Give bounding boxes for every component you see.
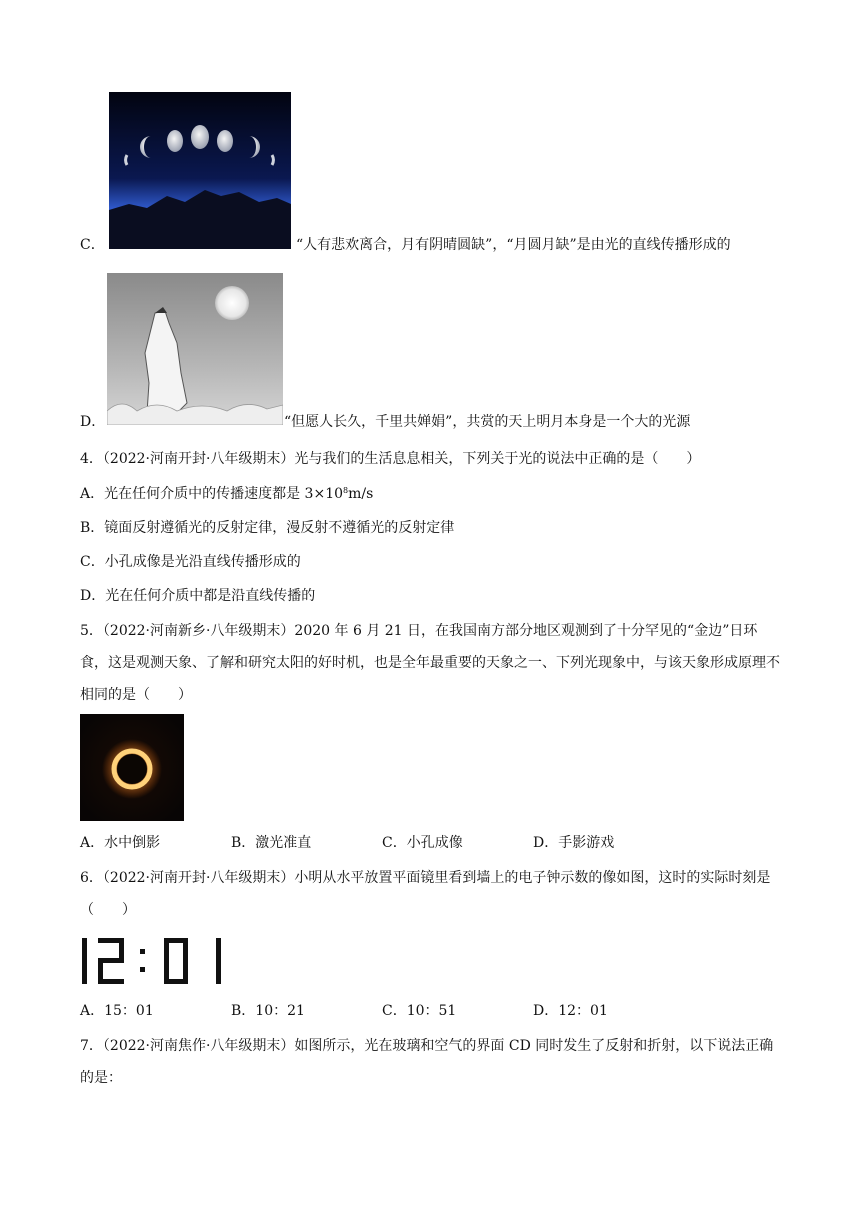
q4-option-c: C．小孔成像是光沿直线传播形成的 (80, 554, 301, 570)
q6-option-d: D．12：01 (533, 1003, 608, 1019)
q3-option-d-label: D． (80, 414, 106, 430)
q5-option-c: C．小孔成像 (382, 835, 463, 851)
q4-option-a-exponent: 8 (343, 486, 349, 495)
q3-option-d-text: “但愿人长久，千里共婵娟”，共赏的天上明月本身是一个大的光源 (284, 414, 691, 430)
poet-moon-image (107, 273, 283, 425)
q3-option-c-label: C． (80, 237, 105, 253)
q5-option-a: A．水中倒影 (80, 835, 161, 851)
q5-option-d: D．手影游戏 (533, 835, 615, 851)
q6-option-a: A．15：01 (80, 1003, 154, 1019)
q6-option-b: B．10：21 (231, 1003, 305, 1019)
q6-stem: 6．（2022·河南开封·八年级期末）小明从水平放置平面镜里看到墙上的电子钟示数的像如图，这时的实际时刻是（ ） (80, 870, 771, 918)
clock-digits (80, 934, 230, 988)
q5-option-b: B．激光准直 (231, 835, 312, 851)
moon-phases-image (109, 92, 291, 249)
q4-stem: 4．（2022·河南开封·八年级期末）光与我们的生活息息相关，下列关于光的说法中正确的是（ ） (80, 451, 701, 467)
q6-option-c: C．10：51 (382, 1003, 457, 1019)
q4-option-b: B．镜面反射遵循光的反射定律，漫反射不遵循光的反射定律 (80, 520, 455, 536)
q3-option-c-text: “人有悲欢离合，月有阴晴圆缺”，“月圆月缺”是由光的直线传播形成的 (296, 237, 731, 253)
q4-option-a (80, 484, 373, 504)
q4-option-a-text: A．光在任何介质中的传播速度都是 3×10 (80, 486, 344, 502)
q5-stem: 5．（2022·河南新乡·八年级期末）2020 年 6 月 21 日，在我国南方部分地区观测到了十分罕见的“金边”日环食，这是观测天象、了解和研究太阳的好时机，也是全年最重要的天象之一、下列光现象中，与该天象形成原理不相同的是（ ） (80, 623, 780, 703)
q7-stem: 7．（2022·河南焦作·八年级期末）如图所示，光在玻璃和空气的界面 CD 同时发生了反射和折射，以下说法正确的是： (80, 1038, 774, 1086)
annular-eclipse-image (80, 714, 184, 821)
digital-clock-image (80, 934, 230, 988)
q4-option-d: D．光在任何介质中都是沿直线传播的 (80, 588, 316, 604)
q4-option-a-unit: m/s (348, 486, 374, 502)
